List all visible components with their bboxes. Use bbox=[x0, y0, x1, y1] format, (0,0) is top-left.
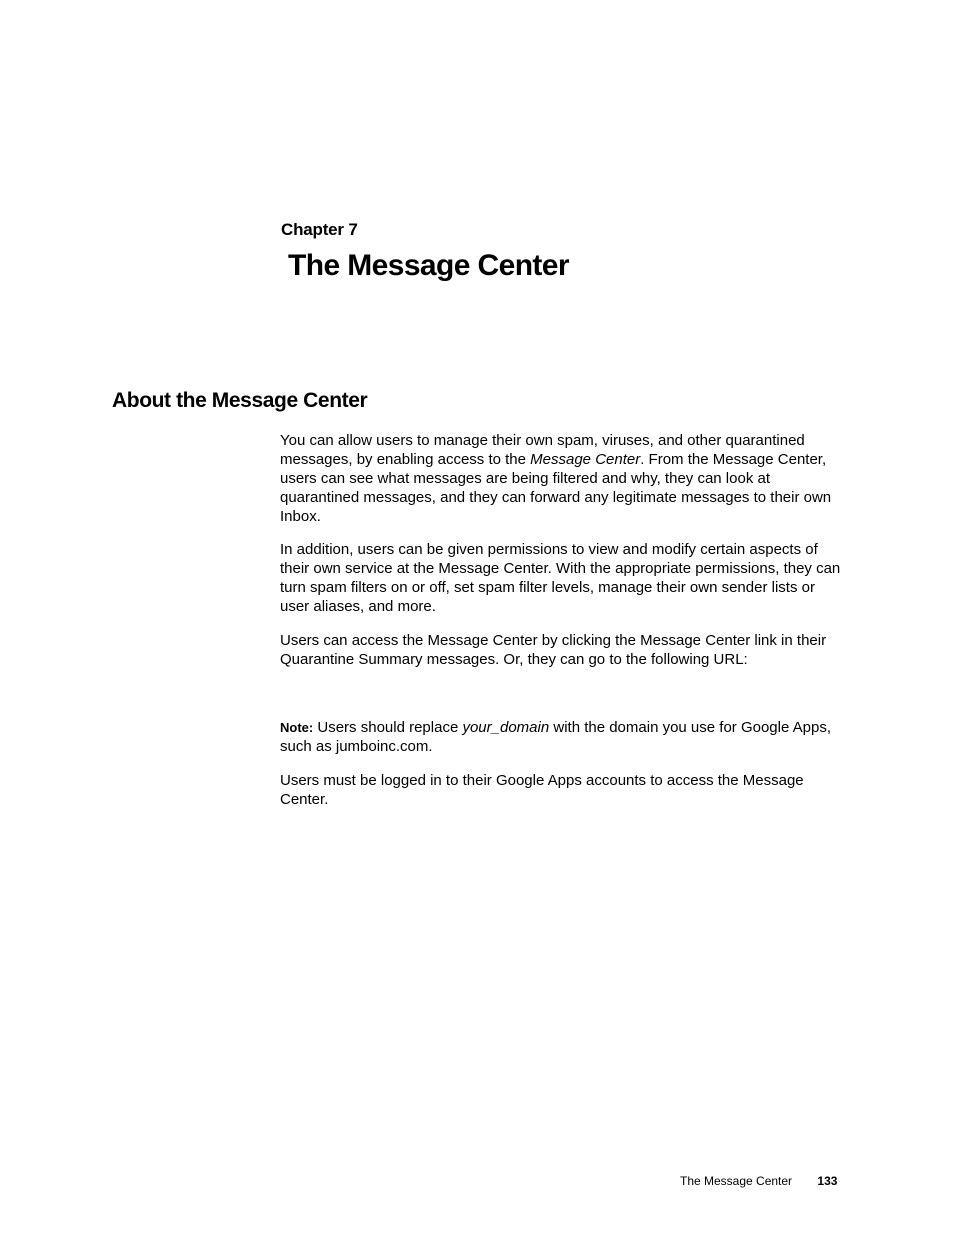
chapter-label: Chapter 7 bbox=[281, 220, 358, 239]
note-paragraph bbox=[280, 718, 846, 756]
paragraph-intro-text-1: You can allow users to manage their own spam, viruses, and other quarantined messages, by enabling access to the bbox=[280, 432, 805, 468]
chapter-title: The Message Center bbox=[288, 249, 569, 282]
note-emphasis: your_domain bbox=[462, 719, 550, 736]
note-label: Note: bbox=[280, 720, 314, 735]
paragraph-permissions: In addition, users can be given permissions to view and modify certain aspects of their own service at the Message Center. With the appropriate permissions, they can turn spam filters on or off, set spam filter levels, manage their own sender lists or user aliases, and more. bbox=[280, 541, 841, 615]
note-text-1: Users should replace bbox=[313, 719, 463, 736]
section-heading: About the Message Center bbox=[112, 389, 368, 412]
paragraph-intro bbox=[280, 431, 846, 526]
paragraph-access: Users can access the Message Center by clicking the Message Center link in their Quarantine Summary messages. Or, they can go to the following URL: bbox=[280, 632, 827, 668]
paragraph-intro-text-2: . From the Message Center, users can see what messages are being filtered and why, they can look at quarantined messages, and they can forward any legitimate messages to their own Inbox. bbox=[280, 451, 832, 525]
paragraph-intro-emphasis: Message Center bbox=[530, 451, 641, 468]
page-footer bbox=[680, 1173, 837, 1189]
footer-title: The Message Center bbox=[680, 1174, 793, 1188]
note-text-2: with the domain you use for Google Apps, such as jumboinc.com. bbox=[280, 719, 832, 755]
paragraph-login: Users must be logged in to their Google Apps accounts to access the Message Center. bbox=[280, 772, 804, 808]
page-number: 133 bbox=[817, 1174, 838, 1188]
